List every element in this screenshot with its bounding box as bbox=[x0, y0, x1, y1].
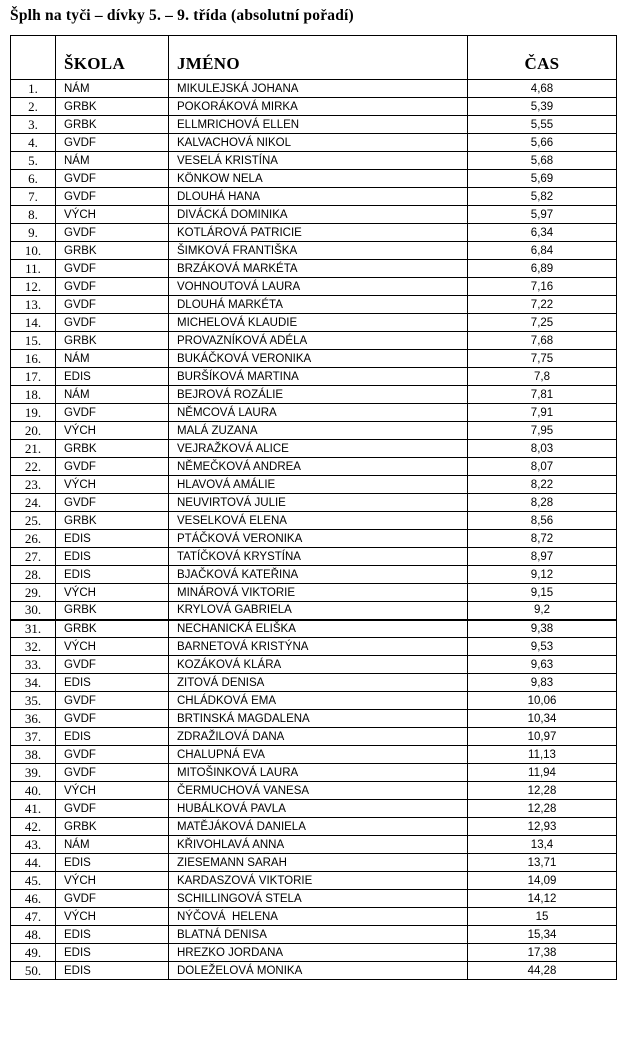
time-cell: 10,34 bbox=[468, 710, 617, 728]
school-cell: GRBK bbox=[56, 332, 169, 350]
rank-cell: 37. bbox=[11, 728, 56, 746]
time-cell: 7,22 bbox=[468, 296, 617, 314]
name-cell: ZIESEMANN SARAH bbox=[169, 854, 468, 872]
time-cell: 15 bbox=[468, 908, 617, 926]
table-row bbox=[11, 314, 617, 332]
school-cell: NÁM bbox=[56, 350, 169, 368]
name-cell: ŠIMKOVÁ FRANTIŠKA bbox=[169, 242, 468, 260]
name-cell: PTÁČKOVÁ VERONIKA bbox=[169, 530, 468, 548]
rank-cell: 32. bbox=[11, 638, 56, 656]
school-cell: GVDF bbox=[56, 656, 169, 674]
time-cell: 9,12 bbox=[468, 566, 617, 584]
name-cell: NÝČOVÁ HELENA bbox=[169, 908, 468, 926]
table-row bbox=[11, 188, 617, 206]
rank-cell: 43. bbox=[11, 836, 56, 854]
time-cell: 6,34 bbox=[468, 224, 617, 242]
name-cell: DLOUHÁ MARKÉTA bbox=[169, 296, 468, 314]
school-cell: GRBK bbox=[56, 512, 169, 530]
rank-cell: 4. bbox=[11, 134, 56, 152]
rank-cell: 5. bbox=[11, 152, 56, 170]
school-cell: GVDF bbox=[56, 188, 169, 206]
table-row bbox=[11, 206, 617, 224]
rank-cell: 26. bbox=[11, 530, 56, 548]
table-row bbox=[11, 584, 617, 602]
header-rank bbox=[11, 36, 56, 80]
time-cell: 12,28 bbox=[468, 800, 617, 818]
table-row bbox=[11, 278, 617, 296]
school-cell: NÁM bbox=[56, 386, 169, 404]
table-row bbox=[11, 548, 617, 566]
name-cell: KRYLOVÁ GABRIELA bbox=[169, 602, 468, 620]
table-row bbox=[11, 134, 617, 152]
school-cell: GVDF bbox=[56, 260, 169, 278]
table-row bbox=[11, 692, 617, 710]
time-cell: 14,12 bbox=[468, 890, 617, 908]
rank-cell: 21. bbox=[11, 440, 56, 458]
table-row bbox=[11, 530, 617, 548]
school-cell: EDIS bbox=[56, 530, 169, 548]
name-cell: DLOUHÁ HANA bbox=[169, 188, 468, 206]
name-cell: BURŠÍKOVÁ MARTINA bbox=[169, 368, 468, 386]
time-cell: 8,22 bbox=[468, 476, 617, 494]
header-name: JMÉNO bbox=[169, 36, 468, 80]
table-row bbox=[11, 926, 617, 944]
school-cell: EDIS bbox=[56, 566, 169, 584]
table-row bbox=[11, 368, 617, 386]
rank-cell: 20. bbox=[11, 422, 56, 440]
name-cell: BRZÁKOVÁ MARKÉTA bbox=[169, 260, 468, 278]
rank-cell: 48. bbox=[11, 926, 56, 944]
time-cell: 8,28 bbox=[468, 494, 617, 512]
school-cell: GVDF bbox=[56, 890, 169, 908]
school-cell: VÝCH bbox=[56, 422, 169, 440]
time-cell: 13,71 bbox=[468, 854, 617, 872]
table-row bbox=[11, 620, 617, 638]
table-row bbox=[11, 98, 617, 116]
school-cell: GRBK bbox=[56, 620, 169, 638]
rank-cell: 46. bbox=[11, 890, 56, 908]
name-cell: VESELKOVÁ ELENA bbox=[169, 512, 468, 530]
time-cell: 7,68 bbox=[468, 332, 617, 350]
time-cell: 7,75 bbox=[468, 350, 617, 368]
name-cell: KARDASZOVÁ VIKTORIE bbox=[169, 872, 468, 890]
rank-cell: 11. bbox=[11, 260, 56, 278]
name-cell: HREZKO JORDANA bbox=[169, 944, 468, 962]
time-cell: 6,89 bbox=[468, 260, 617, 278]
table-row bbox=[11, 764, 617, 782]
school-cell: GVDF bbox=[56, 224, 169, 242]
name-cell: MICHELOVÁ KLAUDIE bbox=[169, 314, 468, 332]
school-cell: VÝCH bbox=[56, 206, 169, 224]
rank-cell: 31. bbox=[11, 620, 56, 638]
name-cell: ČERMUCHOVÁ VANESA bbox=[169, 782, 468, 800]
table-row bbox=[11, 638, 617, 656]
time-cell: 10,06 bbox=[468, 692, 617, 710]
rank-cell: 44. bbox=[11, 854, 56, 872]
time-cell: 12,93 bbox=[468, 818, 617, 836]
rank-cell: 34. bbox=[11, 674, 56, 692]
time-cell: 5,69 bbox=[468, 170, 617, 188]
rank-cell: 19. bbox=[11, 404, 56, 422]
rank-cell: 24. bbox=[11, 494, 56, 512]
table-row bbox=[11, 854, 617, 872]
time-cell: 8,72 bbox=[468, 530, 617, 548]
rank-cell: 3. bbox=[11, 116, 56, 134]
school-cell: EDIS bbox=[56, 854, 169, 872]
time-cell: 8,56 bbox=[468, 512, 617, 530]
rank-cell: 38. bbox=[11, 746, 56, 764]
time-cell: 12,28 bbox=[468, 782, 617, 800]
name-cell: NĚMEČKOVÁ ANDREA bbox=[169, 458, 468, 476]
name-cell: HLAVOVÁ AMÁLIE bbox=[169, 476, 468, 494]
school-cell: GVDF bbox=[56, 296, 169, 314]
school-cell: VÝCH bbox=[56, 782, 169, 800]
table-row bbox=[11, 386, 617, 404]
time-cell: 4,68 bbox=[468, 80, 617, 98]
time-cell: 9,38 bbox=[468, 620, 617, 638]
name-cell: BRTINSKÁ MAGDALENA bbox=[169, 710, 468, 728]
name-cell: CHALUPNÁ EVA bbox=[169, 746, 468, 764]
school-cell: GRBK bbox=[56, 602, 169, 620]
time-cell: 13,4 bbox=[468, 836, 617, 854]
school-cell: VÝCH bbox=[56, 638, 169, 656]
rank-cell: 1. bbox=[11, 80, 56, 98]
name-cell: NECHANICKÁ ELIŠKA bbox=[169, 620, 468, 638]
header-time: ČAS bbox=[468, 36, 617, 80]
time-cell: 5,66 bbox=[468, 134, 617, 152]
rank-cell: 27. bbox=[11, 548, 56, 566]
time-cell: 7,91 bbox=[468, 404, 617, 422]
name-cell: DOLEŽELOVÁ MONIKA bbox=[169, 962, 468, 980]
table-row bbox=[11, 404, 617, 422]
name-cell: ELLMRICHOVÁ ELLEN bbox=[169, 116, 468, 134]
name-cell: DIVÁCKÁ DOMINIKA bbox=[169, 206, 468, 224]
rank-cell: 25. bbox=[11, 512, 56, 530]
school-cell: GVDF bbox=[56, 494, 169, 512]
rank-cell: 50. bbox=[11, 962, 56, 980]
school-cell: VÝCH bbox=[56, 476, 169, 494]
table-row bbox=[11, 710, 617, 728]
name-cell: VOHNOUTOVÁ LAURA bbox=[169, 278, 468, 296]
time-cell: 7,16 bbox=[468, 278, 617, 296]
time-cell: 9,15 bbox=[468, 584, 617, 602]
name-cell: KÖNKOW NELA bbox=[169, 170, 468, 188]
school-cell: EDIS bbox=[56, 962, 169, 980]
rank-cell: 36. bbox=[11, 710, 56, 728]
table-row bbox=[11, 512, 617, 530]
rank-cell: 22. bbox=[11, 458, 56, 476]
school-cell: EDIS bbox=[56, 548, 169, 566]
name-cell: SCHILLINGOVÁ STELA bbox=[169, 890, 468, 908]
name-cell: NĚMCOVÁ LAURA bbox=[169, 404, 468, 422]
school-cell: NÁM bbox=[56, 836, 169, 854]
time-cell: 5,39 bbox=[468, 98, 617, 116]
rank-cell: 6. bbox=[11, 170, 56, 188]
name-cell: MATĚJÁKOVÁ DANIELA bbox=[169, 818, 468, 836]
school-cell: GVDF bbox=[56, 746, 169, 764]
time-cell: 5,97 bbox=[468, 206, 617, 224]
table-row bbox=[11, 296, 617, 314]
name-cell: MINÁROVÁ VIKTORIE bbox=[169, 584, 468, 602]
school-cell: GVDF bbox=[56, 692, 169, 710]
time-cell: 7,25 bbox=[468, 314, 617, 332]
time-cell: 44,28 bbox=[468, 962, 617, 980]
time-cell: 9,63 bbox=[468, 656, 617, 674]
table-row bbox=[11, 566, 617, 584]
time-cell: 10,97 bbox=[468, 728, 617, 746]
table-row bbox=[11, 422, 617, 440]
rank-cell: 45. bbox=[11, 872, 56, 890]
table-row bbox=[11, 116, 617, 134]
results-table bbox=[10, 35, 617, 980]
rank-cell: 28. bbox=[11, 566, 56, 584]
table-header bbox=[11, 36, 617, 80]
school-cell: GRBK bbox=[56, 98, 169, 116]
rank-cell: 15. bbox=[11, 332, 56, 350]
table-row bbox=[11, 440, 617, 458]
rank-cell: 23. bbox=[11, 476, 56, 494]
name-cell: VEJRAŽKOVÁ ALICE bbox=[169, 440, 468, 458]
table-row bbox=[11, 458, 617, 476]
rank-cell: 8. bbox=[11, 206, 56, 224]
table-row bbox=[11, 602, 617, 620]
rank-cell: 17. bbox=[11, 368, 56, 386]
rank-cell: 41. bbox=[11, 800, 56, 818]
time-cell: 8,07 bbox=[468, 458, 617, 476]
header-row bbox=[11, 36, 617, 80]
rank-cell: 29. bbox=[11, 584, 56, 602]
table-row bbox=[11, 800, 617, 818]
rank-cell: 16. bbox=[11, 350, 56, 368]
name-cell: ZDRAŽILOVÁ DANA bbox=[169, 728, 468, 746]
rank-cell: 12. bbox=[11, 278, 56, 296]
school-cell: GVDF bbox=[56, 800, 169, 818]
rank-cell: 14. bbox=[11, 314, 56, 332]
table-row bbox=[11, 728, 617, 746]
time-cell: 11,13 bbox=[468, 746, 617, 764]
table-row bbox=[11, 944, 617, 962]
table-row bbox=[11, 656, 617, 674]
time-cell: 7,95 bbox=[468, 422, 617, 440]
table-row bbox=[11, 962, 617, 980]
time-cell: 6,84 bbox=[468, 242, 617, 260]
rank-cell: 33. bbox=[11, 656, 56, 674]
rank-cell: 40. bbox=[11, 782, 56, 800]
table-row bbox=[11, 476, 617, 494]
school-cell: GVDF bbox=[56, 278, 169, 296]
table-body bbox=[11, 80, 617, 980]
rank-cell: 2. bbox=[11, 98, 56, 116]
school-cell: GVDF bbox=[56, 314, 169, 332]
table-row bbox=[11, 836, 617, 854]
table-row bbox=[11, 494, 617, 512]
time-cell: 7,8 bbox=[468, 368, 617, 386]
name-cell: VESELÁ KRISTÍNA bbox=[169, 152, 468, 170]
table-row bbox=[11, 908, 617, 926]
name-cell: TATÍČKOVÁ KRYSTÍNA bbox=[169, 548, 468, 566]
table-row bbox=[11, 818, 617, 836]
time-cell: 5,68 bbox=[468, 152, 617, 170]
name-cell: HUBÁLKOVÁ PAVLA bbox=[169, 800, 468, 818]
table-row bbox=[11, 260, 617, 278]
table-row bbox=[11, 80, 617, 98]
name-cell: MIKULEJSKÁ JOHANA bbox=[169, 80, 468, 98]
name-cell: BJAČKOVÁ KATEŘINA bbox=[169, 566, 468, 584]
table-row bbox=[11, 746, 617, 764]
school-cell: VÝCH bbox=[56, 584, 169, 602]
time-cell: 9,2 bbox=[468, 602, 617, 620]
time-cell: 7,81 bbox=[468, 386, 617, 404]
time-cell: 9,83 bbox=[468, 674, 617, 692]
rank-cell: 10. bbox=[11, 242, 56, 260]
rank-cell: 13. bbox=[11, 296, 56, 314]
name-cell: NEUVIRTOVÁ JULIE bbox=[169, 494, 468, 512]
school-cell: GRBK bbox=[56, 818, 169, 836]
school-cell: GVDF bbox=[56, 458, 169, 476]
rank-cell: 47. bbox=[11, 908, 56, 926]
name-cell: ZITOVÁ DENISA bbox=[169, 674, 468, 692]
time-cell: 14,09 bbox=[468, 872, 617, 890]
rank-cell: 18. bbox=[11, 386, 56, 404]
time-cell: 11,94 bbox=[468, 764, 617, 782]
school-cell: EDIS bbox=[56, 926, 169, 944]
table-row bbox=[11, 674, 617, 692]
school-cell: EDIS bbox=[56, 944, 169, 962]
school-cell: GVDF bbox=[56, 170, 169, 188]
name-cell: KOZÁKOVÁ KLÁRA bbox=[169, 656, 468, 674]
school-cell: GVDF bbox=[56, 710, 169, 728]
table-row bbox=[11, 242, 617, 260]
time-cell: 5,82 bbox=[468, 188, 617, 206]
rank-cell: 9. bbox=[11, 224, 56, 242]
school-cell: GVDF bbox=[56, 764, 169, 782]
time-cell: 9,53 bbox=[468, 638, 617, 656]
school-cell: VÝCH bbox=[56, 872, 169, 890]
school-cell: VÝCH bbox=[56, 908, 169, 926]
rank-cell: 35. bbox=[11, 692, 56, 710]
name-cell: MITOŠINKOVÁ LAURA bbox=[169, 764, 468, 782]
school-cell: GRBK bbox=[56, 242, 169, 260]
rank-cell: 49. bbox=[11, 944, 56, 962]
table-row bbox=[11, 224, 617, 242]
rank-cell: 30. bbox=[11, 602, 56, 620]
school-cell: EDIS bbox=[56, 368, 169, 386]
time-cell: 5,55 bbox=[468, 116, 617, 134]
name-cell: BLATNÁ DENISA bbox=[169, 926, 468, 944]
name-cell: PROVAZNÍKOVÁ ADÉLA bbox=[169, 332, 468, 350]
page-title: Šplh na tyči – dívky 5. – 9. třída (absolutní pořadí) bbox=[10, 7, 354, 24]
name-cell: BARNETOVÁ KRISTÝNA bbox=[169, 638, 468, 656]
name-cell: KOTLÁROVÁ PATRICIE bbox=[169, 224, 468, 242]
time-cell: 8,03 bbox=[468, 440, 617, 458]
name-cell: CHLÁDKOVÁ EMA bbox=[169, 692, 468, 710]
rank-cell: 39. bbox=[11, 764, 56, 782]
table-row bbox=[11, 170, 617, 188]
time-cell: 17,38 bbox=[468, 944, 617, 962]
table-row bbox=[11, 350, 617, 368]
table-row bbox=[11, 782, 617, 800]
school-cell: GRBK bbox=[56, 440, 169, 458]
school-cell: EDIS bbox=[56, 674, 169, 692]
table-row bbox=[11, 872, 617, 890]
time-cell: 15,34 bbox=[468, 926, 617, 944]
name-cell: KALVACHOVÁ NIKOL bbox=[169, 134, 468, 152]
school-cell: GVDF bbox=[56, 134, 169, 152]
name-cell: BEJROVÁ ROZÁLIE bbox=[169, 386, 468, 404]
school-cell: NÁM bbox=[56, 80, 169, 98]
name-cell: KŘIVOHLAVÁ ANNA bbox=[169, 836, 468, 854]
header-school: ŠKOLA bbox=[56, 36, 169, 80]
table-row bbox=[11, 332, 617, 350]
name-cell: POKORÁKOVÁ MIRKA bbox=[169, 98, 468, 116]
name-cell: MALÁ ZUZANA bbox=[169, 422, 468, 440]
table-row bbox=[11, 890, 617, 908]
time-cell: 8,97 bbox=[468, 548, 617, 566]
table-row bbox=[11, 152, 617, 170]
school-cell: GRBK bbox=[56, 116, 169, 134]
rank-cell: 7. bbox=[11, 188, 56, 206]
school-cell: EDIS bbox=[56, 728, 169, 746]
rank-cell: 42. bbox=[11, 818, 56, 836]
school-cell: NÁM bbox=[56, 152, 169, 170]
name-cell: BUKÁČKOVÁ VERONIKA bbox=[169, 350, 468, 368]
school-cell: GVDF bbox=[56, 404, 169, 422]
